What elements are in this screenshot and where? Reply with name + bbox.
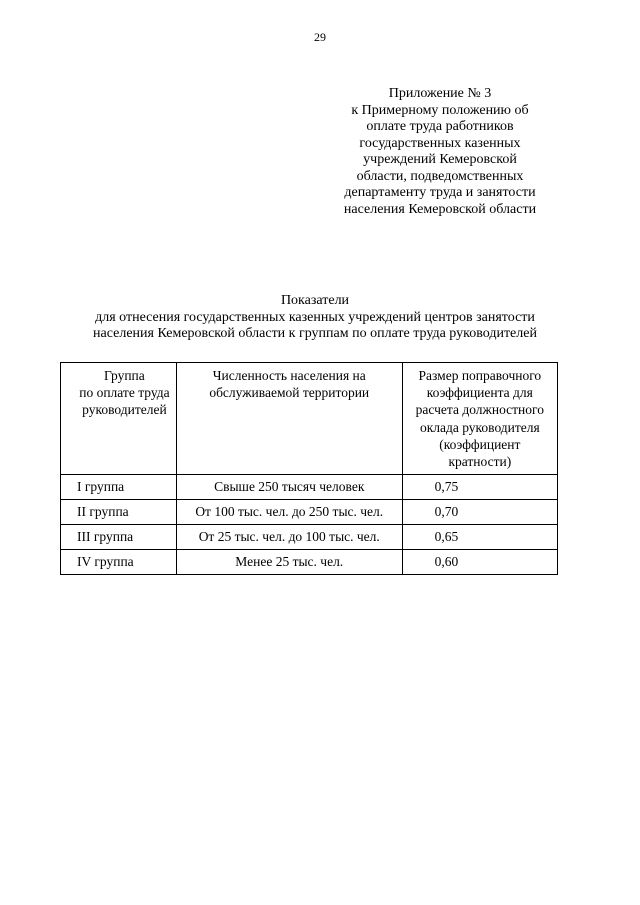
header-coefficient-line: расчета должностного <box>415 402 544 418</box>
cell-coefficient <box>402 525 557 550</box>
cell-coefficient-text: 0,70 <box>434 504 459 520</box>
table-row <box>61 500 558 525</box>
cell-group-text: III группа <box>77 529 134 545</box>
cell-group <box>61 475 177 500</box>
cell-group <box>61 500 177 525</box>
cell-coefficient-text: 0,75 <box>434 479 459 495</box>
cell-group <box>61 525 177 550</box>
appendix-line: области, подведомственных <box>356 168 524 184</box>
header-coefficient-line: Размер поправочного <box>418 368 542 383</box>
cell-group-text: IV группа <box>77 554 134 570</box>
cell-population: От 25 тыс. чел. до 100 тыс. чел. <box>176 525 402 550</box>
appendix-block <box>320 86 560 218</box>
heading-title: Показатели <box>280 293 350 308</box>
header-group-line: Группа <box>104 368 145 383</box>
cell-coefficient <box>402 500 557 525</box>
header-coefficient-line: (коэффициент <box>439 436 521 452</box>
header-group <box>61 363 177 475</box>
cell-coefficient-text: 0,60 <box>434 554 459 570</box>
appendix-line: департаменту труда и занятости <box>344 185 536 200</box>
header-population-line: Численность населения на <box>212 368 366 383</box>
appendix-line: государственных казенных <box>359 135 521 151</box>
cell-population: Свыше 250 тысяч человек <box>176 475 402 500</box>
appendix-line: населения Кемеровской области <box>343 201 537 217</box>
appendix-line: Приложение № 3 <box>388 86 492 101</box>
header-coefficient-line: оклада руководителя <box>419 419 540 435</box>
table-row <box>61 525 558 550</box>
document-heading <box>50 293 580 343</box>
appendix-line: учреждений Кемеровской <box>363 152 517 167</box>
cell-group <box>61 550 177 575</box>
header-coefficient <box>402 363 557 475</box>
page-number: 29 <box>314 30 326 44</box>
cell-coefficient-text: 0,65 <box>434 529 459 545</box>
table-body <box>61 475 558 575</box>
cell-population: От 100 тыс. чел. до 250 тыс. чел. <box>176 500 402 525</box>
cell-group-text: I группа <box>77 479 125 495</box>
table-row <box>61 550 558 575</box>
heading-subtitle-line: для отнесения государственных казенных учреждений центров занятости <box>95 309 535 325</box>
cell-population: Менее 25 тыс. чел. <box>176 550 402 575</box>
heading-subtitle-line: населения Кемеровской области к группам по оплате труда руководителей <box>93 326 537 341</box>
cell-coefficient <box>402 550 557 575</box>
cell-coefficient <box>402 475 557 500</box>
header-group-line: руководителей <box>82 402 167 418</box>
header-group-line: по оплате труда <box>79 385 170 401</box>
appendix-line: оплате труда работников <box>366 119 514 134</box>
cell-group-text: II группа <box>77 504 129 520</box>
table-row <box>61 475 558 500</box>
header-population <box>176 363 402 475</box>
table-header <box>61 363 558 475</box>
groups-table <box>60 362 558 575</box>
header-coefficient-line: коэффициента для <box>426 385 533 401</box>
header-population-line: обслуживаемой территории <box>209 385 370 401</box>
appendix-line: к Примерному положению об <box>351 102 529 118</box>
header-coefficient-line: кратности) <box>448 454 512 470</box>
table-header-row <box>61 363 558 475</box>
